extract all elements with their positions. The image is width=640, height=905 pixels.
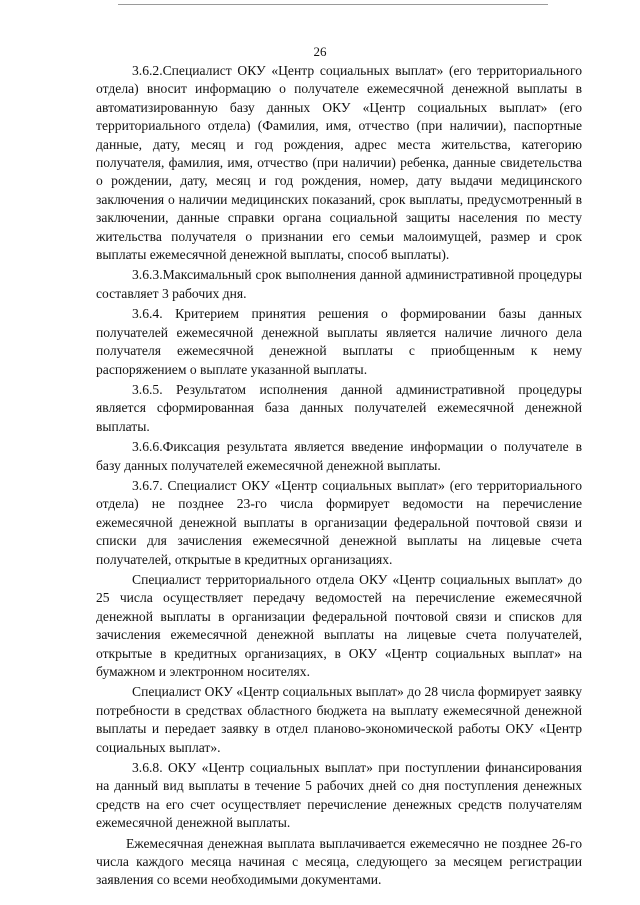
paragraph-territorial-specialist: Специалист территориального отдела ОКУ «Центр социальных выплат» до 25 числа осуществляет передачу ведомостей на перечисление ежемесячной денежной выплаты в организации федеральной почтовой связи и списков для зачисления ежемесячной денежной выплаты на лицевые счета получателей, открытые в кредитных организациях, в ОКУ «Центр социальных выплат» на бумажном и электронном носителях.: [96, 571, 582, 679]
paragraph-3-6-8: 3.6.8. ОКУ «Центр социальных выплат» при поступлении финансирования на данный вид выплаты в течение 5 рабочих дней со дня поступления денежных средств на его счет осуществляет перечисление денежных средств получателям ежемесячной денежной выплаты.: [96, 760, 582, 831]
top-rule: [118, 4, 548, 5]
paragraph-budget-request: Специалист ОКУ «Центр социальных выплат» до 28 числа формирует заявку потребности в средствах областного бюджета на выплату ежемесячной денежной выплаты и передает заявку в отдел планово-экономической работы ОКУ «Центр социальных выплат».: [96, 684, 582, 755]
paragraph-3-6-5: 3.6.5. Результатом исполнения данной административной процедуры является сформированная база данных получателей ежемесячной денежной выплаты.: [96, 381, 582, 434]
paragraph-3-6-6: 3.6.6.Фиксация результата является введение информации о получателе в базу данных получателей ежемесячной денежной выплаты.: [96, 439, 582, 473]
page-number: 26: [313, 44, 327, 59]
paragraph-3-6-2: 3.6.2.Специалист ОКУ «Центр социальных выплат» (его территориального отдела) вносит информацию о получателе ежемесячной денежной выплаты в автоматизированную базу данных ОКУ «Центр социальных выплат» (его территориального отдела) (Фамилия, имя, отчество (при наличии), паспортные данные, дату, месяц и год рождения, адрес места жительства, категорию получателя, фамилия, имя, отчество (при наличии) ребенка, данные свидетельства о рождении, дату, месяц и год рождения, номер, дату выдачи медицинского заключения о наличии медицинских показаний, срок выплаты, предусмотренный в заключении, данные справки органа социальной защиты населения по месту жительства получателя о признании его семьи малоимущей, размер и срок выплаты ежемесячной денежной выплаты, способ выплаты).: [96, 63, 582, 263]
paragraph-3-6-3: 3.6.3.Максимальный срок выполнения данной административной процедуры составляет 3 рабочих дня.: [96, 267, 582, 301]
paragraph-monthly-payment: Ежемесячная денежная выплата выплачивается ежемесячно не позднее 26-го числа каждого месяца начиная с месяца, следующего за месяцем регистрации заявления со всеми необходимыми документами.: [96, 835, 582, 888]
paragraph-3-6-7: 3.6.7. Специалист ОКУ «Центр социальных выплат» (его территориального отдела) не позднее 23-го числа формирует ведомости на перечисление ежемесячной денежной выплаты в организации федеральной почтовой связи и списки для зачисления ежемесячной денежной выплаты на лицевые счета получателей, открытые в кредитных организациях.: [96, 477, 582, 567]
document-body: [96, 62, 582, 892]
paragraph-3-6-4: 3.6.4. Критерием принятия решения о формировании базы данных получателей ежемесячной денежной выплаты является наличие личного дела получателя ежемесячной денежной выплаты с приобщенным к нему распоряжением о выплате указанной выплаты.: [96, 306, 582, 377]
